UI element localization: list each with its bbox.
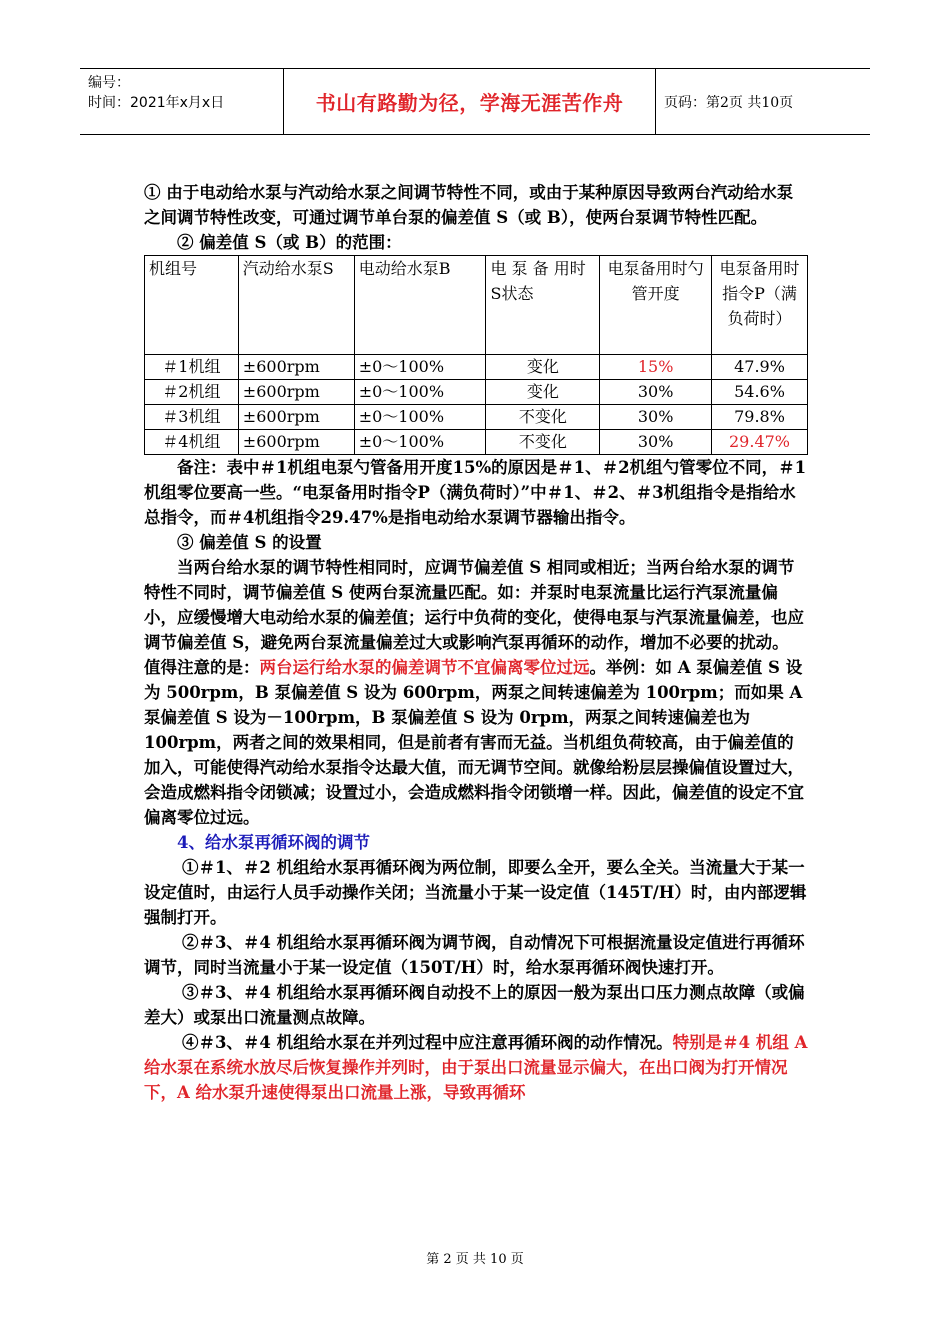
table-header-row <box>145 256 808 355</box>
table-cell: ±0～100% <box>354 355 486 380</box>
table-cell: ＃4机组 <box>145 430 239 455</box>
table-cell: 30% <box>600 430 712 455</box>
table-cell: ±600rpm <box>238 380 354 405</box>
header-meta <box>80 69 284 134</box>
document-body <box>144 180 808 1105</box>
table-header-cell: 电泵备用时勺管开度 <box>600 256 712 355</box>
deviation-range-table <box>144 255 808 455</box>
table-cell: ＃1机组 <box>145 355 239 380</box>
table-cell: 30% <box>600 380 712 405</box>
section-4-paragraph-2: ②＃3、＃4 机组给水泵再循环阀为调节阀，自动情况下可根据流量设定值进行再循环调节，同时当流量小于某一设定值（150T/H）时，给水泵再循环阀快速打开。 <box>144 933 805 977</box>
table-cell: ±600rpm <box>238 405 354 430</box>
table-row <box>145 430 808 455</box>
table-note: 备注：表中＃1机组电泵勺管备用开度15%的原因是＃1、＃2机组勺管零位不同，＃1机组零位要高一些。“电泵备用时指令P（满负荷时）”中＃1、＃2、＃3机组指令是指给水总指令，而＃4机组指令29.47%是指电动给水泵调节器输出指令。 <box>144 458 807 527</box>
page-header <box>80 68 870 135</box>
intro-paragraph-2: ② 偏差值 S（或 B）的范围： <box>177 233 402 252</box>
section-4-highlight: 特别是＃4 机组 A 给水泵在系统水放尽后恢复操作并列时，由于泵出口流量显示偏大，在出口阀为打开情况下，A 给水泵升速使得泵出口流量上涨，导致再循环 <box>144 1033 808 1102</box>
table-row <box>145 355 808 380</box>
section-3-text-a: 当两台给水泵的调节特性相同时，应调节偏差值 S 相同或相近；当两台给水泵的调节特性不同时，调节偏差值 S 使两台泵流量匹配。如：并泵时电泵流量比运行汽泵流量偏小，应缓慢增大电动给水泵的偏差值；运行中负荷的变化，使得电泵与汽泵流量偏差，也应调节偏差值 S，避免两台泵流量偏差过大或影响汽泵再循环的动作，增加不必要的扰动。 值得注意的是： <box>144 558 804 677</box>
section-4-paragraph-4 <box>144 1030 808 1105</box>
section-3-paragraph <box>144 555 808 830</box>
intro-paragraph-1: ① 由于电动给水泵与汽动给水泵之间调节特性不同，或由于某种原因导致两台汽动给水泵之间调节特性改变，可通过调节单台泵的偏差值 S（或 B），使两台泵调节特性匹配。 <box>144 183 794 227</box>
section-4-paragraph-1: ①＃1、＃2 机组给水泵再循环阀为两位制，即要么全开，要么全关。当流量大于某一设定值时，由运行人员手动操作关闭；当流量小于某一设定值（145T/H）时，由内部逻辑强制打开。 <box>144 858 807 927</box>
section-3-text-b: 。举例：如 A 泵偏差值 S 设为 500rpm，B 泵偏差值 S 设为 600rpm，两泵之间转速偏差为 100rpm；而如果 A 泵偏差值 S 设为－100rpm，B 泵偏差值 S 设为 0rpm，两泵之间转速偏差也为 100rpm，两者之间的效果相同，但是前者有害而无益。当机组负荷较高，由于偏差值的加入，可能使得汽动给水泵指令达最大值，而无调节空间。就像给粉层层操偏值设置过大，会造成燃料指令闭锁减；设置过小，会造成燃料指令闭锁增一样。因此，偏差值的设定不宜偏离零位过远。 <box>144 658 804 827</box>
table-cell-highlight: 15% <box>600 355 712 380</box>
section-4-paragraph-3: ③＃3、＃4 机组给水泵再循环阀自动投不上的原因一般为泵出口压力测点故障（或偏差大）或泵出口流量测点故障。 <box>144 983 805 1027</box>
table-row <box>145 405 808 430</box>
section-3-highlight: 两台运行给水泵的偏差调节不宜偏离零位过远 <box>259 658 590 677</box>
section-4-text-a: ④＃3、＃4 机组给水泵在并列过程中应注意再循环阀的动作情况。 <box>181 1033 673 1052</box>
doc-number-label: 编号： <box>88 75 130 91</box>
table-header-cell: 汽动给水泵S <box>238 256 354 355</box>
page-footer: 第 2 页 共 10 页 <box>426 1252 524 1267</box>
table-cell: ＃2机组 <box>145 380 239 405</box>
table-cell: ＃3机组 <box>145 405 239 430</box>
table-cell: 不变化 <box>486 430 600 455</box>
table-header-cell: 电 泵 备 用时S状态 <box>486 256 600 355</box>
doc-time-label: 时间：2021年x月x日 <box>88 95 225 111</box>
table-header-cell: 电泵备用时指令P（满负荷时） <box>712 256 808 355</box>
table-cell: ±0～100% <box>354 430 486 455</box>
table-cell: ±0～100% <box>354 380 486 405</box>
table-cell: 47.9% <box>712 355 808 380</box>
table-cell: ±0～100% <box>354 405 486 430</box>
table-cell-highlight: 29.47% <box>712 430 808 455</box>
table-row <box>145 380 808 405</box>
table-cell: 变化 <box>486 380 600 405</box>
section-4-title: 4、给水泵再循环阀的调节 <box>177 833 370 852</box>
header-page-info: 页码：第2页 共10页 <box>664 94 794 111</box>
table-cell: 不变化 <box>486 405 600 430</box>
header-slogan: 书山有路勤为径，学海无涯苦作舟 <box>284 69 656 134</box>
table-cell: 54.6% <box>712 380 808 405</box>
table-cell: ±600rpm <box>238 355 354 380</box>
table-cell: 变化 <box>486 355 600 380</box>
table-header-cell: 电动给水泵B <box>354 256 486 355</box>
table-cell: ±600rpm <box>238 430 354 455</box>
table-header-cell: 机组号 <box>145 256 239 355</box>
section-3-title: ③ 偏差值 S 的设置 <box>177 533 322 552</box>
table-cell: 30% <box>600 405 712 430</box>
table-cell: 79.8% <box>712 405 808 430</box>
